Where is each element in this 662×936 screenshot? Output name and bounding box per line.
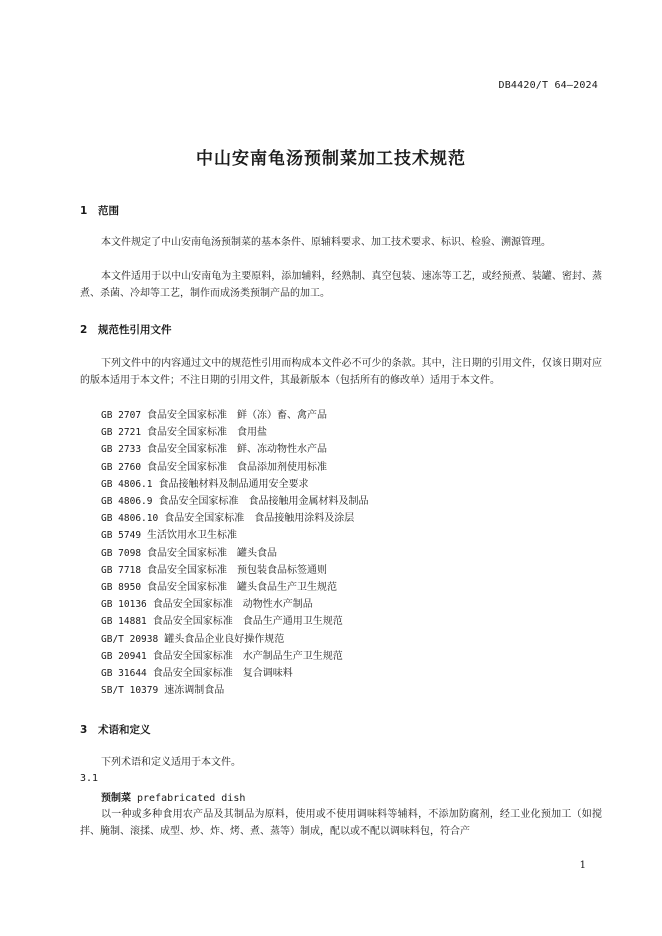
reference-title: 罐头食品企业良好操作规范	[164, 633, 285, 645]
reference-item	[101, 476, 368, 493]
reference-item	[101, 545, 368, 562]
section-number: 2	[80, 324, 88, 336]
reference-code: GB 5749	[101, 530, 142, 542]
reference-item	[101, 613, 368, 630]
term-definition-paragraph: 以一种或多种食用农产品及其制品为原料，使用或不使用调味料等辅料，不添加防腐剂，经工业化预加工（如搅拌、腌制、滚揉、成型、炒、炸、烤、煮、蒸等）制成，配以或不配以调味料包，符合产	[80, 809, 602, 837]
reference-code: GB 7718	[101, 564, 142, 576]
scope-paragraph-2: 本文件适用于以中山安南龟为主要原料，添加辅料，经熟制、真空包装、速冻等工艺，或经预煮、装罐、密封、蒸煮、杀菌、冷却等工艺，制作而成汤类预制产品的加工。	[80, 271, 602, 299]
reference-code: GB 4806.10	[101, 513, 159, 525]
reference-code: GB 2707	[101, 410, 142, 421]
reference-title: 食品安全国家标准 鲜、冻动物性水产品	[147, 444, 328, 456]
reference-item	[101, 682, 368, 699]
section-1-heading	[80, 203, 119, 218]
reference-code: GB 10136	[101, 599, 147, 611]
reference-item	[101, 596, 368, 613]
reference-item	[101, 562, 368, 579]
reference-code: SB/T 10379	[101, 685, 159, 697]
normative-references-list	[101, 407, 368, 699]
reference-code: GB 31644	[101, 668, 147, 680]
reference-item	[101, 407, 368, 424]
term-chinese: 预制菜	[101, 793, 131, 804]
reference-code: GB 4806.1	[101, 478, 153, 490]
reference-title: 食品安全国家标准 罐头食品	[147, 547, 278, 559]
reference-title: 食品安全国家标准 水产制品生产卫生规范	[152, 650, 343, 662]
reference-item	[101, 424, 368, 441]
terms-intro-paragraph: 下列术语和定义适用于本文件。	[101, 757, 241, 768]
reference-title: 食品安全国家标准 预包装食品标签通则	[147, 564, 328, 576]
reference-code: GB 4806.9	[101, 496, 153, 508]
reference-item	[101, 441, 368, 458]
reference-title: 食品安全国家标准 鲜（冻）畜、禽产品	[147, 410, 328, 421]
page-number: 1	[579, 860, 586, 871]
reference-code: GB 20941	[101, 650, 147, 662]
reference-code: GB 7098	[101, 547, 142, 559]
term-english: prefabricated dish	[137, 793, 246, 804]
reference-title: 食品接触材料及制品通用安全要求	[158, 478, 309, 490]
section-title: 术语和定义	[98, 724, 151, 736]
section-title: 范围	[98, 205, 119, 217]
reference-title: 速冻调制食品	[164, 685, 225, 697]
reference-title: 食品安全国家标准 食品生产通用卫生规范	[152, 616, 343, 628]
reference-title: 食品安全国家标准 动物性水产制品	[152, 599, 313, 611]
reference-code: GB 2733	[101, 444, 142, 456]
term-number: 3.1	[80, 773, 99, 784]
section-2-heading	[80, 322, 172, 337]
reference-item	[101, 493, 368, 510]
section-number: 1	[80, 205, 88, 217]
reference-title: 食品安全国家标准 食用盐	[147, 427, 268, 439]
section-title: 规范性引用文件	[98, 324, 172, 336]
reference-title: 食品安全国家标准 罐头食品生产卫生规范	[147, 582, 338, 594]
references-intro-paragraph: 下列文件中的内容通过文中的规范性引用而构成本文件必不可少的条款。其中，注日期的引用文件，仅该日期对应的版本适用于本文件；不注日期的引用文件，其最新版本（包括所有的修改单）适用于本文件。	[80, 358, 602, 386]
reference-item	[101, 631, 368, 648]
reference-title: 食品安全国家标准 食品接触用涂料及涂层	[164, 513, 355, 525]
reference-title: 生活饮用水卫生标准	[147, 530, 238, 542]
reference-code: GB 8950	[101, 582, 142, 594]
scope-paragraph-1: 本文件规定了中山安南龟汤预制菜的基本条件、原辅料要求、加工技术要求、标识、检验、溯源管理。	[101, 237, 551, 248]
reference-code: GB 14881	[101, 616, 147, 628]
reference-item	[101, 459, 368, 476]
reference-item	[101, 665, 368, 682]
document-title: 中山安南龟汤预制菜加工技术规范	[196, 149, 466, 169]
reference-title: 食品安全国家标准 食品接触用金属材料及制品	[158, 496, 369, 508]
reference-code: GB/T 20938	[101, 633, 159, 645]
reference-title: 食品安全国家标准 食品添加剂使用标准	[147, 461, 328, 473]
section-3-heading	[80, 722, 151, 737]
document-number: DB4420/T 64—2024	[498, 80, 598, 91]
reference-item	[101, 579, 368, 596]
term-heading	[101, 789, 245, 804]
reference-item	[101, 527, 368, 544]
section-number: 3	[80, 724, 88, 736]
reference-item	[101, 648, 368, 665]
reference-code: GB 2721	[101, 427, 142, 439]
reference-item	[101, 510, 368, 527]
reference-code: GB 2760	[101, 461, 142, 473]
reference-title: 食品安全国家标准 复合调味料	[152, 668, 293, 680]
